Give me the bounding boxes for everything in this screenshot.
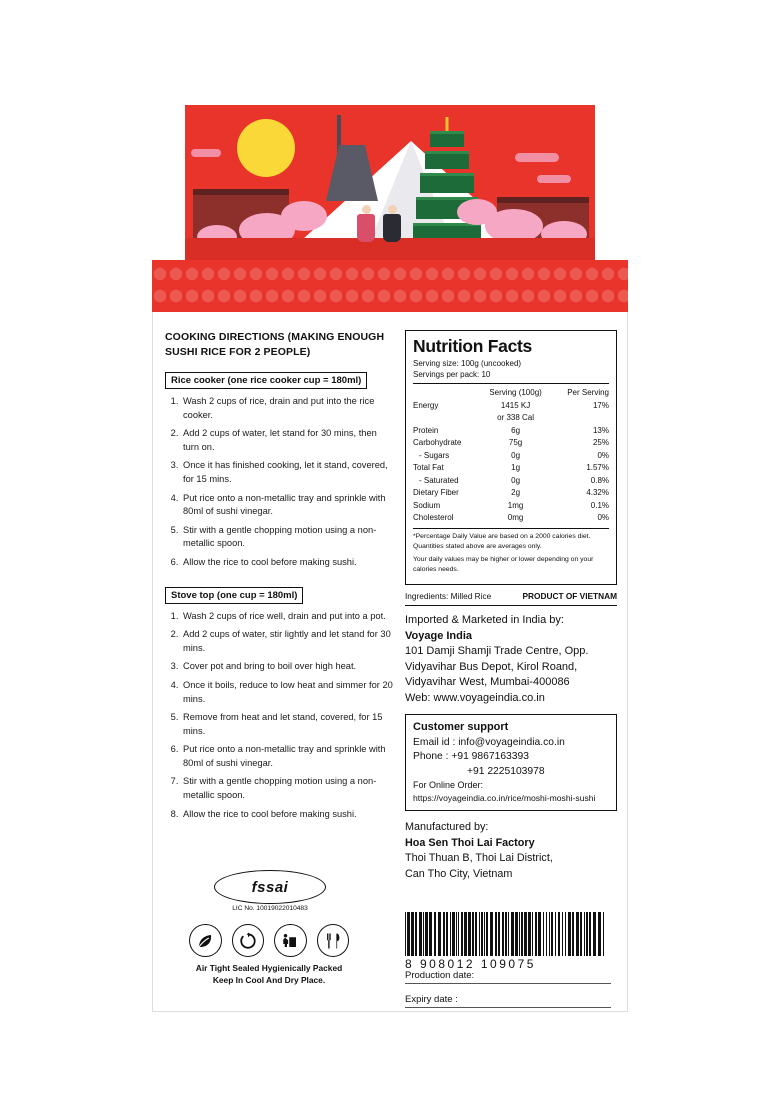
row-amount: 0mg: [507, 513, 524, 522]
person-kimono-left: [357, 205, 375, 242]
barcode-graphic: [405, 912, 611, 956]
row-amount-secondary: or 338 Cal: [497, 413, 535, 422]
cloud-graphic: [515, 153, 559, 162]
list-item: 6. Put rice onto a non-metallic tray and sprinkle with 80ml of sushi vinegar.: [181, 743, 393, 770]
table-row: [413, 499, 609, 512]
row-percent: 17%: [592, 400, 609, 410]
list-item: 5. Remove from heat and let stand, covered, for 15 mins.: [181, 711, 393, 738]
importer-address-line: Vidyavihar Bus Depot, Kirol Roand,: [405, 660, 578, 673]
fssai-logo-icon: [214, 870, 326, 904]
ingredients-row: [405, 591, 617, 606]
sun-graphic: [237, 119, 295, 177]
list-item: 3. Cover pot and bring to boil over high heat.: [181, 660, 393, 674]
customer-support-title: Customer support: [413, 721, 509, 733]
importer-intro: Imported & Marketed in India by:: [405, 614, 564, 626]
production-date-field[interactable]: [405, 970, 611, 984]
row-amount: 0g: [511, 475, 521, 485]
tokyo-tower-icon: [337, 115, 341, 201]
serving-size: Serving size: 100g (uncooked): [413, 359, 522, 368]
row-label: - Saturated: [419, 475, 459, 485]
manufacturer-label: Manufactured by:: [405, 821, 489, 833]
row-amount: 1mg: [507, 500, 524, 510]
date-fields: [405, 970, 611, 1018]
cloud-graphic: [537, 175, 571, 183]
leaf-icon: [189, 924, 222, 957]
cooking-directions-column: [165, 330, 393, 826]
table-header-row: [413, 386, 609, 399]
row-label: Protein: [413, 425, 439, 435]
row-percent: 25%: [592, 438, 609, 447]
importer-address-line: Vidyavihar West, Mumbai-400086: [405, 676, 570, 688]
fssai-license-number: LIC No. 10019022010483: [232, 905, 308, 912]
country-of-origin: PRODUCT OF VIETNAM: [522, 591, 617, 601]
list-item: 8. Allow the rice to cool before making sushi.: [181, 808, 393, 822]
table-row: [413, 449, 609, 462]
row-amount: 1g: [511, 463, 521, 472]
footnote: *Percentage Daily Value are based on a 2000 calories diet. Quantities stated above are averages only.: [413, 533, 591, 550]
manufacturer-name: Hoa Sen Thoi Lai Factory: [405, 836, 535, 849]
row-percent: 13%: [592, 425, 609, 435]
row-percent: 0.1%: [590, 500, 609, 510]
rice-cooker-method-label: Rice cooker (one rice cooker cup = 180ml): [165, 372, 367, 389]
dispose-in-bin-icon: [274, 924, 307, 957]
ingredients-text: Ingredients: Milled Rice: [405, 591, 492, 601]
stove-top-steps: [165, 610, 393, 822]
list-item: 7. Stir with a gentle chopping motion using a non-metallic spoon.: [181, 775, 393, 802]
package-illustration: [185, 105, 595, 260]
care-line: Keep In Cool And Dry Place.: [212, 975, 326, 985]
footnote: Your daily values may be higher or lower depending on your calories needs.: [413, 556, 594, 573]
table-row: [413, 412, 609, 425]
row-percent: 0.8%: [590, 475, 609, 485]
production-date-label: Production date:: [405, 970, 475, 981]
row-percent: 1.57%: [586, 463, 609, 472]
row-amount: 0g: [511, 450, 521, 460]
customer-support-box: [405, 714, 617, 811]
row-label: Energy: [413, 400, 439, 410]
nutrition-facts-box: [405, 330, 617, 585]
row-label: Sodium: [413, 500, 441, 510]
row-amount: 75g: [508, 438, 523, 447]
table-row: [413, 474, 609, 487]
nutrition-and-contact-column: [405, 330, 617, 882]
importer-company: Voyage India: [405, 629, 473, 642]
list-item: 6. Allow the rice to cool before making sushi.: [181, 556, 393, 570]
importer-block: [405, 613, 617, 706]
list-item: 4. Once it boils, reduce to low heat and simmer for 20 mins.: [181, 679, 393, 706]
manufacturer-address-line: Thoi Thuan B, Thoi Lai District,: [405, 852, 553, 864]
info-panel: [152, 312, 628, 1012]
list-item: 2. Add 2 cups of water, let stand for 30 mins, then turn on.: [181, 427, 393, 454]
row-amount: 6g: [511, 425, 521, 435]
cooking-directions-heading: COOKING DIRECTIONS (MAKING ENOUGH SUSHI RICE FOR 2 PEOPLE): [165, 331, 385, 358]
fssai-logo-text: fssai: [251, 878, 289, 896]
list-item: 5. Stir with a gentle chopping motion using a non-metallic spoon.: [181, 524, 393, 551]
row-amount: 1415 KJ: [500, 400, 531, 410]
manufacturer-address-line: Can Tho City, Vietnam: [405, 867, 513, 880]
table-row: [413, 462, 609, 475]
cherry-blossom-graphic: [457, 199, 497, 225]
food-safe-icon: [317, 924, 350, 957]
row-percent: 4.32%: [586, 488, 609, 497]
care-instructions: [169, 962, 369, 986]
cherry-blossom-graphic: [281, 201, 327, 231]
manufacturer-block: [405, 820, 617, 882]
support-email: Email id : info@voyageindia.co.in: [413, 736, 565, 748]
servings-per-pack: Servings per pack: 10: [413, 370, 491, 379]
stove-top-method-label: Stove top (one cup = 180ml): [165, 587, 303, 604]
support-phone-1: Phone : +91 9867163393: [413, 751, 529, 762]
row-percent: 0%: [597, 450, 609, 460]
barcode-number: 8 908012 109075: [405, 957, 536, 971]
support-phone-2: +91 2225103978: [467, 765, 545, 777]
table-row: [413, 424, 609, 437]
care-icons-row: [189, 924, 349, 957]
table-row: [413, 399, 609, 412]
row-label: Cholesterol: [413, 513, 454, 522]
decorative-red-band: [152, 260, 628, 312]
nutrition-facts-title: Nutrition Facts: [413, 336, 532, 356]
column-header-serving: Serving (100g): [489, 387, 542, 397]
list-item: 1. Wash 2 cups of rice, drain and put into the rice cooker.: [181, 395, 393, 422]
row-label: Dietary Fiber: [413, 488, 459, 497]
nutrition-footnotes: [413, 532, 609, 574]
column-header-per-serving: Per Serving: [567, 387, 609, 397]
online-order-label: For Online Order:: [413, 780, 484, 790]
list-item: 4. Put rice onto a non-metallic tray and sprinkle with 80ml of sushi vinegar.: [181, 492, 393, 519]
barcode-block: [405, 912, 611, 971]
row-label: - Sugars: [419, 450, 450, 460]
person-kimono-right: [383, 205, 401, 242]
recycle-icon: [232, 924, 265, 957]
row-percent: 0%: [597, 513, 609, 522]
list-item: 3. Once it has finished cooking, let it stand, covered, for 15 mins.: [181, 459, 393, 486]
row-label: Total Fat: [413, 463, 444, 472]
cloud-graphic: [191, 149, 221, 157]
pagoda-icon: [413, 127, 481, 245]
row-label: Carbohydrate: [413, 438, 462, 447]
expiry-date-field[interactable]: [405, 994, 611, 1008]
row-amount: 2g: [511, 488, 521, 497]
importer-website: Web: www.voyageindia.co.in: [405, 691, 545, 704]
expiry-date-label: Expiry date :: [405, 994, 458, 1005]
table-row: [413, 487, 609, 500]
table-row: [413, 437, 609, 450]
list-item: 1. Wash 2 cups of rice well, drain and put into a pot.: [181, 610, 393, 624]
table-row: [413, 512, 609, 525]
importer-address-line: 101 Damji Shamji Trade Centre, Opp.: [405, 645, 589, 657]
list-item: 2. Add 2 cups of water, stir lightly and let stand for 30 mins.: [181, 628, 393, 655]
nutrition-table: [413, 386, 609, 524]
rice-cooker-steps: [165, 395, 393, 570]
care-line: Air Tight Sealed Hygienically Packed: [195, 963, 343, 973]
online-order-url[interactable]: https://voyageindia.co.in/rice/moshi-moshi-sushi: [413, 793, 596, 803]
fssai-certification: [195, 870, 345, 912]
